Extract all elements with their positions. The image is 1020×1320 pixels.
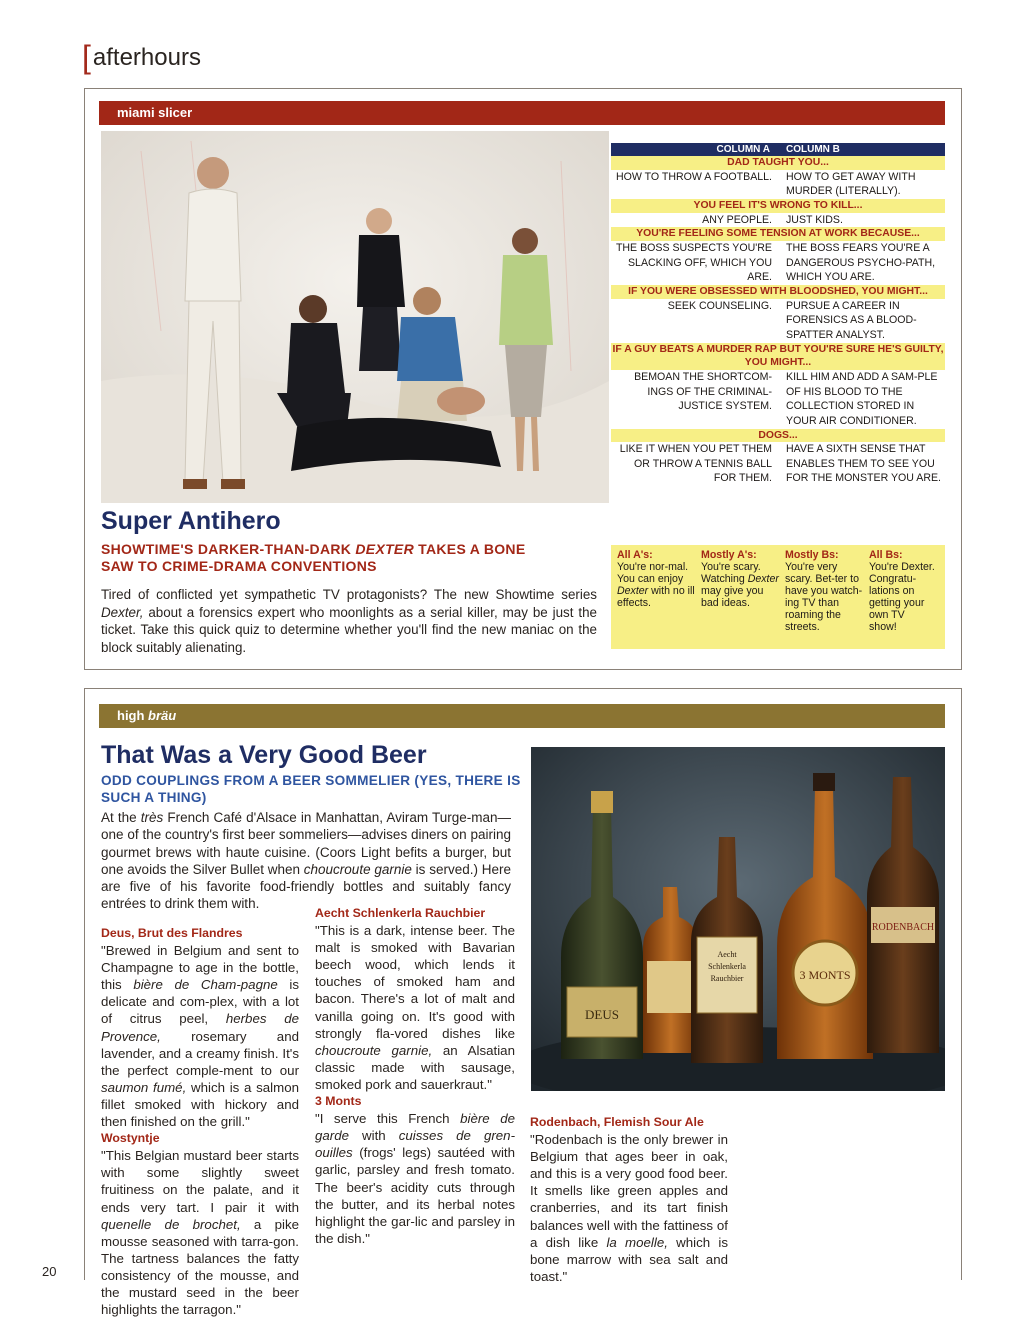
text-column-2: Aecht Schlenkerla Rauchbier "This is a dark, intense beer. The malt is smoked with Bavarian beech wood, which lends it touches of smoked ham and bacon. There's a lot of malt and vanilla going on. It's good with strongly fla-vored dishes like choucroute garnie, an Alsatian classic made with sausage, smoked pork and sauerkraut." 3 Monts "I serve this French bière de garde with cuisses de gren-ouilles (frogs' legs) sautéed with garlic, parsley and fresh tomato. The beer's acidity cuts through the butter, and its herbal notes highlight the gar-lic and parsley in the dish."	[315, 906, 515, 1246]
article-title: That Was a Very Good Beer	[101, 741, 427, 769]
section-bar-miami-slicer: miami slicer	[99, 101, 945, 125]
result-mostly-b: Mostly Bs: You're very scary. Bet-ter to have you watch-ing TV than roaming the streets.	[785, 549, 863, 633]
svg-text:Aecht: Aecht	[717, 950, 737, 959]
article-title: Super Antihero	[101, 507, 281, 535]
svg-text:Rauchbier: Rauchbier	[710, 974, 744, 983]
text-column-3: Rodenbach, Flemish Sour Ale "Rodenbach is the only brewer in Belgium that ages beer in oak, and this is a very good food beer. It smells like green apples and cranberries, and its tart finish balances well with the fattiness of a dish like la moelle, which is bone marrow with sea salt and toast."	[530, 1115, 728, 1284]
beer-name-schlenkerla: Aecht Schlenkerla Rauchbier	[315, 906, 486, 920]
page-number: 20	[42, 1264, 57, 1279]
quiz-question: IF YOU WERE OBSESSED WITH BLOODSHED, YOU MIGHT...	[611, 285, 945, 299]
dexter-quiz	[611, 143, 945, 486]
beer-name-deus: Deus, Brut des Flandres	[101, 926, 243, 940]
quiz-question: YOU'RE FEELING SOME TENSION AT WORK BECAUSE...	[611, 227, 945, 241]
quiz-answer-row: SEEK COUNSELING. PURSUE A CAREER IN FORENSICS AS A BLOOD-SPATTER ANALYST.	[667, 299, 917, 341]
beer-name-rodenbach: Rodenbach, Flemish Sour Ale	[530, 1115, 704, 1129]
article-intro: At the très French Café d'Alsace in Manhattan, Aviram Turge-man—one of the country's first beer sommeliers—advises diners on pairing gourmet brews with haute cuisine. (Coors Light befits a burger, but one avoids the Silver Bullet when choucroute garnie is served.) Here are five of his favorite food-friendly bottles and suitably fancy entrées to drink them with.	[101, 810, 511, 912]
rodenbach-label: RODENBACH	[871, 922, 935, 933]
column-a-label: COLUMN A	[716, 144, 770, 155]
article-beer-sommelier	[84, 688, 962, 1318]
quiz-column-header	[611, 143, 945, 156]
beer-name-3-monts: 3 Monts	[315, 1094, 362, 1109]
dexter-cast-photo	[101, 131, 609, 503]
beer-name-wostyntje: Wostyntje	[101, 1131, 160, 1146]
quiz-results	[611, 545, 945, 649]
quiz-question: YOU FEEL IT'S WRONG TO KILL...	[611, 199, 945, 213]
header-label: afterhours	[92, 44, 201, 71]
article-subtitle: SHOWTIME'S DARKER-THAN-DARK DEXTER TAKES A BONE SAW TO CRIME-DRAMA CONVENTIONS	[101, 541, 526, 574]
result-all-b: All Bs: You're Dexter. Congratu-lations on getting your own TV show!	[869, 549, 935, 633]
article-subtitle: ODD COUPLINGS FROM A BEER SOMMELIER (YES, THERE IS SUCH A THING)	[101, 773, 521, 805]
result-all-a: All A's: You're nor-mal. You can enjoy Dexter with no ill effects.	[617, 549, 695, 609]
text-column-1: Deus, Brut des Flandres "Brewed in Belgium and sent to Champagne to age in the bottle, this bière de Cham-pagne is delicate and com-plex, with a lot of citrus peel, herbes de Provence, rosemary and lavender, and a creamy finish. It's the perfect comple-ment to our saumon fumé, which is a salmon fillet smoked with hickory and then finished on the grill." Wostyntje "This Belgian mustard beer starts with some slightly sweet fruitiness on the palate, and it ends very tart. I pair it with quenelle de brochet, a pike mousse seasoned with tarra-gon. The tartness balances the fatty consistency of the mousse, and the mustard seed in the beer highlights the tarragon."	[101, 926, 299, 1318]
quiz-question: DOGS...	[611, 429, 945, 443]
quiz-question: DAD TAUGHT YOU...	[611, 156, 945, 170]
quiz-question: IF A GUY BEATS A MURDER RAP BUT YOU'RE SURE HE'S GUILTY, YOU MIGHT...	[612, 343, 944, 369]
quiz-answer-row: ANY PEOPLE. JUST KIDS.	[702, 213, 843, 226]
beer-bottles-photo	[531, 747, 945, 1091]
deus-label: DEUS	[585, 1007, 619, 1022]
quiz-answer-row: THE BOSS SUSPECTS YOU'RE SLACKING OFF, WHICH YOU ARE. THE BOSS FEARS YOU'RE A DANGEROUS PSYCHO-PATH, WHICH YOU ARE.	[615, 242, 936, 284]
3-monts-label: 3 MONTS	[799, 968, 851, 982]
section-header	[82, 36, 201, 73]
section-bar-high-brau: high bräu	[99, 704, 945, 728]
article-intro: Tired of conflicted yet sympathetic TV protagonists? The new Showtime series Dexter, about a forensics expert who moonlights as a serial killer, may be just the ticket. Take this quick quiz to determine whether you'll find the new maniac on the block suitably alienating.	[101, 587, 597, 655]
header-bracket: [	[82, 39, 91, 75]
quiz-answer-row: HOW TO THROW A FOOTBALL. HOW TO GET AWAY WITH MURDER (LITERALLY).	[616, 170, 916, 198]
svg-text:Schlenkerla: Schlenkerla	[708, 962, 746, 971]
quiz-answer-row: LIKE IT WHEN YOU PET THEM OR THROW A TENNIS BALL FOR THEM. HAVE A SIXTH SENSE THAT ENABLES THEM TO SEE YOU FOR THE MONSTER YOU ARE.	[619, 443, 942, 485]
article-super-antihero	[84, 88, 962, 670]
result-mostly-a: Mostly A's: You're scary. Watching Dexter may give you bad ideas.	[701, 549, 779, 609]
quiz-answer-row: BEMOAN THE SHORTCOM-INGS OF THE CRIMINAL-JUSTICE SYSTEM. KILL HIM AND ADD A SAM-PLE OF HIS BLOOD TO THE COLLECTION STORED IN YOUR AIR CONDITIONER.	[634, 371, 938, 427]
column-b-label: COLUMN B	[786, 144, 840, 155]
